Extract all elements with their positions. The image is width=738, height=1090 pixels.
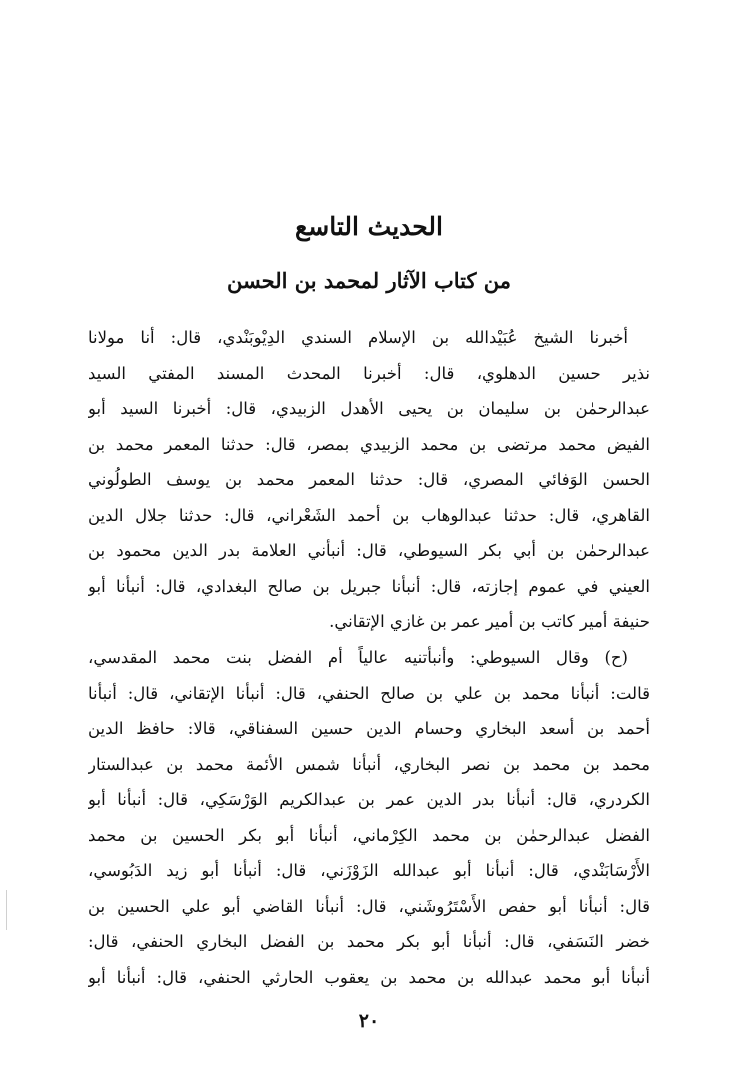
text-line: قالت: أنبأنا محمد بن علي بن صالح الحنفي، قال: أنبأنا الإتقاني، قال: أنبأنا	[88, 683, 650, 703]
text-line: قال: أنبأنا أبو حفص الأَسْتَرُوشَني، قال: أنبأنا القاضي أبو علي الحسين بن	[88, 896, 650, 916]
text-line: أخبرنا الشيخ عُبَيْدالله بن الإسلام السندي الدِيْوبَنْدي، قال: أنا مولانا	[88, 328, 628, 347]
text-line: عبدالرحمٰن بن سليمان بن يحيى الأهدل الزبيدي، قال: أخبرنا السيد أبو	[88, 399, 650, 418]
text-line: أحمد بن أسعد البخاري وحسام الدين حسين السفناقي، قالا: حافظ الدين	[88, 719, 650, 738]
hadith-subtitle: من كتاب الآثار لمحمد بن الحسن	[226, 268, 512, 293]
paragraph-2	[88, 640, 650, 995]
text-line: عبدالرحمٰن بن أبي بكر السيوطي، قال: أنبأني العلامة بدر الدين محمود بن	[88, 541, 650, 560]
hadith-title: الحديث التاسع	[294, 212, 443, 241]
text-line: الأَرْسَابَنْدي، قال: أنبأنا أبو عبدالله الزَوْزَني، قال: أنبأنا أبو زيد الدَبُوسي،	[88, 861, 650, 880]
text-line: العيني في عموم إجازته، قال: أنبأنا جبريل بن صالح البغدادي، قال: أنبأنا أبو	[88, 576, 650, 596]
scan-edge-mark	[6, 890, 7, 930]
text-line: حنيفة أمير كاتب بن أمير عمر بن غازي الإتقاني.	[329, 612, 650, 631]
text-line: خضر النَسَفي، قال: أنبأنا أبو بكر محمد بن الفضل البخاري الحنفي، قال:	[88, 932, 650, 951]
text-line: القاهري، قال: حدثنا عبدالوهاب بن أحمد الشَعْراني، قال: حدثنا جلال الدين	[88, 505, 650, 525]
text-line: نذير حسين الدهلوي، قال: أخبرنا المحدث المسند المفتي السيد	[88, 363, 650, 383]
paragraph-1	[88, 320, 650, 640]
text-line: أنبأنا أبو محمد عبدالله بن محمد بن يعقوب الحارثي الحنفي، قال: أنبأنا أبو	[88, 967, 650, 987]
text-line: الكردري، قال: أنبأنا بدر الدين عمر بن عبدالكريم الوَرْسَكِي، قال: أنبأنا أبو	[88, 790, 650, 809]
text-line: (ح) وقال السيوطي: وأنبأتنيه عالياً أم الفضل بنت محمد المقدسي،	[88, 648, 628, 667]
text-line: محمد بن محمد بن نصر البخاري، أنبأنا شمس الأئمة محمد بن عبدالستار	[88, 754, 650, 774]
text-line: الحسن الوَفائي المصري، قال: حدثنا المعمر محمد بن يوسف الطولُوني	[88, 470, 650, 489]
text-line: الفضل عبدالرحمٰن بن محمد الكِرْماني، أنبأنا أبو بكر الحسين بن محمد	[88, 825, 650, 845]
text-line: الفيض محمد مرتضى بن محمد الزبيدي بمصر، قال: حدثنا المعمر محمد بن	[88, 434, 650, 454]
page-number: ٢٠	[358, 1010, 380, 1032]
